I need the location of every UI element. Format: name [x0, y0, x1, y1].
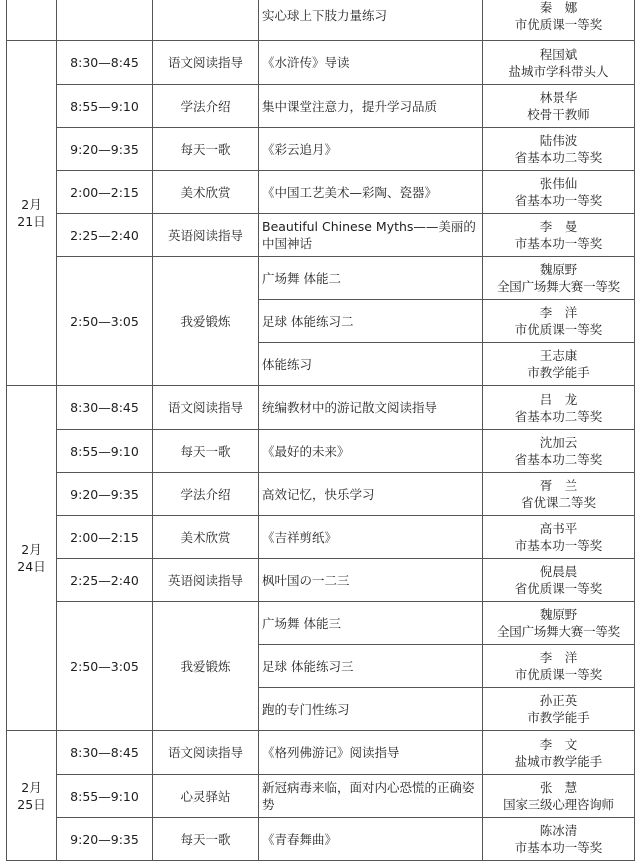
teacher-name: 魏原野	[540, 607, 577, 622]
subject-cell: 每天一歌	[153, 818, 259, 861]
teacher-name: 林景华	[539, 90, 578, 105]
subject-cell: 语文阅读指导	[153, 731, 259, 775]
topic-cell: 实心球上下肢力量练习	[259, 0, 483, 41]
teacher-title: 市基本功一等奖	[514, 236, 603, 251]
table-row	[7, 818, 635, 861]
topic-cell: 足球 体能练习三	[259, 645, 483, 688]
teacher-cell	[483, 257, 635, 300]
table-row	[7, 731, 635, 775]
table-row	[7, 214, 635, 257]
topic-cell: 高效记忆，快乐学习	[259, 473, 483, 516]
teacher-cell	[483, 171, 635, 214]
table-row	[7, 602, 635, 645]
topic-cell: 广场舞 体能二	[259, 257, 483, 300]
teacher-title: 市优质课一等奖	[514, 667, 603, 682]
table-row	[7, 257, 635, 300]
teacher-title: 省优课二等奖	[520, 495, 596, 510]
date-cell	[7, 41, 57, 386]
teacher-name: 王志康	[539, 348, 578, 363]
topic-cell: 《彩云追月》	[259, 128, 483, 171]
teacher-name: 陈冰清	[539, 823, 578, 838]
teacher-cell	[483, 731, 635, 775]
time-cell	[57, 0, 153, 41]
time-cell: 2:25—2:40	[57, 559, 153, 602]
topic-cell: 统编教材中的游记散文阅读指导	[259, 386, 483, 430]
date-cell	[7, 386, 57, 731]
teacher-title: 校骨干教师	[527, 107, 590, 122]
table-row	[7, 41, 635, 85]
time-cell: 8:55—9:10	[57, 775, 153, 818]
subject-cell: 语文阅读指导	[153, 41, 259, 85]
teacher-cell	[483, 818, 635, 861]
table-row	[7, 171, 635, 214]
teacher-cell	[483, 343, 635, 386]
teacher-cell	[483, 473, 635, 516]
teacher-cell	[483, 300, 635, 343]
subject-cell: 美术欣赏	[153, 516, 259, 559]
teacher-title: 省基本功二等奖	[514, 452, 603, 467]
teacher-title: 省基本功二等奖	[514, 150, 603, 165]
time-cell: 8:30—8:45	[57, 731, 153, 775]
teacher-cell	[483, 559, 635, 602]
table-row	[7, 386, 635, 430]
date-day: 24日	[17, 559, 46, 574]
table-row	[7, 128, 635, 171]
teacher-title: 市优质课一等奖	[514, 322, 603, 337]
teacher-title: 省基本功二等奖	[514, 408, 603, 424]
date-day: 25日	[17, 796, 46, 812]
teacher-title: 省基本功一等奖	[514, 193, 603, 208]
time-cell: 9:20—9:35	[57, 128, 153, 171]
table-row	[7, 0, 635, 41]
topic-cell: 《吉祥剪纸》	[259, 516, 483, 559]
topic-cell: 《水浒传》导读	[259, 41, 483, 85]
teacher-name: 李 曼	[539, 219, 578, 234]
teacher-title: 市优质课一等奖	[514, 16, 603, 32]
teacher-name: 李 洋	[539, 305, 578, 320]
time-cell: 9:20—9:35	[57, 818, 153, 861]
teacher-name: 倪晨晨	[539, 564, 578, 579]
teacher-title: 盐城市教学能手	[514, 753, 603, 769]
teacher-name: 孙正英	[539, 693, 578, 708]
teacher-name: 李 文	[539, 736, 578, 752]
topic-cell: 《中国工艺美术—彩陶、瓷器》	[259, 171, 483, 214]
subject-cell: 美术欣赏	[153, 171, 259, 214]
teacher-title: 全国广场舞大赛一等奖	[496, 279, 620, 294]
subject-cell: 心灵驿站	[153, 775, 259, 818]
teacher-cell	[483, 214, 635, 257]
teacher-name: 张 慧	[540, 780, 577, 795]
time-cell: 2:00—2:15	[57, 516, 153, 559]
table-row	[7, 559, 635, 602]
date-day: 21日	[17, 214, 46, 229]
teacher-title: 市教学能手	[527, 710, 590, 725]
teacher-cell	[483, 41, 635, 85]
date-cell	[7, 0, 57, 41]
subject-cell: 每天一歌	[153, 430, 259, 473]
subject-cell: 英语阅读指导	[153, 214, 259, 257]
teacher-cell	[483, 645, 635, 688]
time-cell: 8:30—8:45	[57, 386, 153, 430]
table-row	[7, 516, 635, 559]
subject-cell: 语文阅读指导	[153, 386, 259, 430]
date-month: 2月	[21, 779, 42, 795]
teacher-title: 市基本功一等奖	[514, 538, 603, 553]
teacher-name: 张伟仙	[539, 176, 578, 191]
teacher-name: 程国斌	[539, 46, 578, 62]
date-month: 2月	[21, 542, 42, 557]
topic-cell: 《最好的未来》	[259, 430, 483, 473]
teacher-cell	[483, 688, 635, 731]
topic-cell: 新冠病毒来临，面对内心恐慌的正确姿势	[259, 775, 483, 818]
subject-cell: 英语阅读指导	[153, 559, 259, 602]
date-cell	[7, 731, 57, 861]
teacher-name: 吕 龙	[539, 391, 578, 407]
teacher-cell	[483, 85, 635, 128]
table-row	[7, 775, 635, 818]
subject-cell: 学法介绍	[153, 85, 259, 128]
teacher-cell	[483, 128, 635, 171]
table-row	[7, 85, 635, 128]
time-cell: 2:25—2:40	[57, 214, 153, 257]
teacher-cell	[483, 430, 635, 473]
teacher-cell	[483, 602, 635, 645]
teacher-cell	[483, 386, 635, 430]
topic-cell: 《青春舞曲》	[259, 818, 483, 861]
subject-cell	[153, 0, 259, 41]
subject-cell: 我爱锻炼	[153, 602, 259, 731]
time-cell: 8:55—9:10	[57, 85, 153, 128]
subject-cell: 我爱锻炼	[153, 257, 259, 386]
teacher-title: 国家三级心理咨询师	[503, 797, 614, 812]
subject-cell: 学法介绍	[153, 473, 259, 516]
teacher-title: 盐城市学科带头人	[508, 63, 609, 79]
teacher-cell	[483, 775, 635, 818]
topic-cell: Beautiful Chinese Myths——美丽的中国神话	[259, 214, 483, 257]
topic-cell: 跑的专门性练习	[259, 688, 483, 731]
teacher-name: 陆伟波	[539, 133, 578, 148]
teacher-cell	[483, 0, 635, 41]
topic-cell: 《格列佛游记》阅读指导	[259, 731, 483, 775]
subject-cell: 每天一歌	[153, 128, 259, 171]
schedule-body	[7, 0, 635, 861]
table-row	[7, 430, 635, 473]
topic-cell: 枫叶国の一二三	[259, 559, 483, 602]
teacher-title: 市基本功一等奖	[514, 840, 603, 855]
teacher-name: 胥 兰	[539, 478, 578, 493]
schedule-table	[6, 0, 635, 861]
teacher-title: 省优质课一等奖	[514, 581, 603, 596]
table-row	[7, 473, 635, 516]
time-cell: 2:50—3:05	[57, 602, 153, 731]
topic-cell: 集中课堂注意力，提升学习品质	[259, 85, 483, 128]
time-cell: 8:55—9:10	[57, 430, 153, 473]
time-cell: 9:20—9:35	[57, 473, 153, 516]
topic-cell: 广场舞 体能三	[259, 602, 483, 645]
teacher-cell	[483, 516, 635, 559]
teacher-name: 魏原野	[540, 262, 577, 277]
teacher-title: 全国广场舞大赛一等奖	[496, 624, 620, 639]
teacher-name: 沈加云	[539, 435, 578, 450]
teacher-name: 李 洋	[539, 650, 578, 665]
time-cell: 2:00—2:15	[57, 171, 153, 214]
topic-cell: 足球 体能练习二	[259, 300, 483, 343]
topic-cell: 体能练习	[259, 343, 483, 386]
time-cell: 2:50—3:05	[57, 257, 153, 386]
teacher-title: 市教学能手	[527, 365, 590, 380]
teacher-name: 高书平	[539, 521, 578, 536]
time-cell: 8:30—8:45	[57, 41, 153, 85]
teacher-name: 秦 娜	[539, 0, 578, 15]
date-month: 2月	[21, 197, 42, 212]
